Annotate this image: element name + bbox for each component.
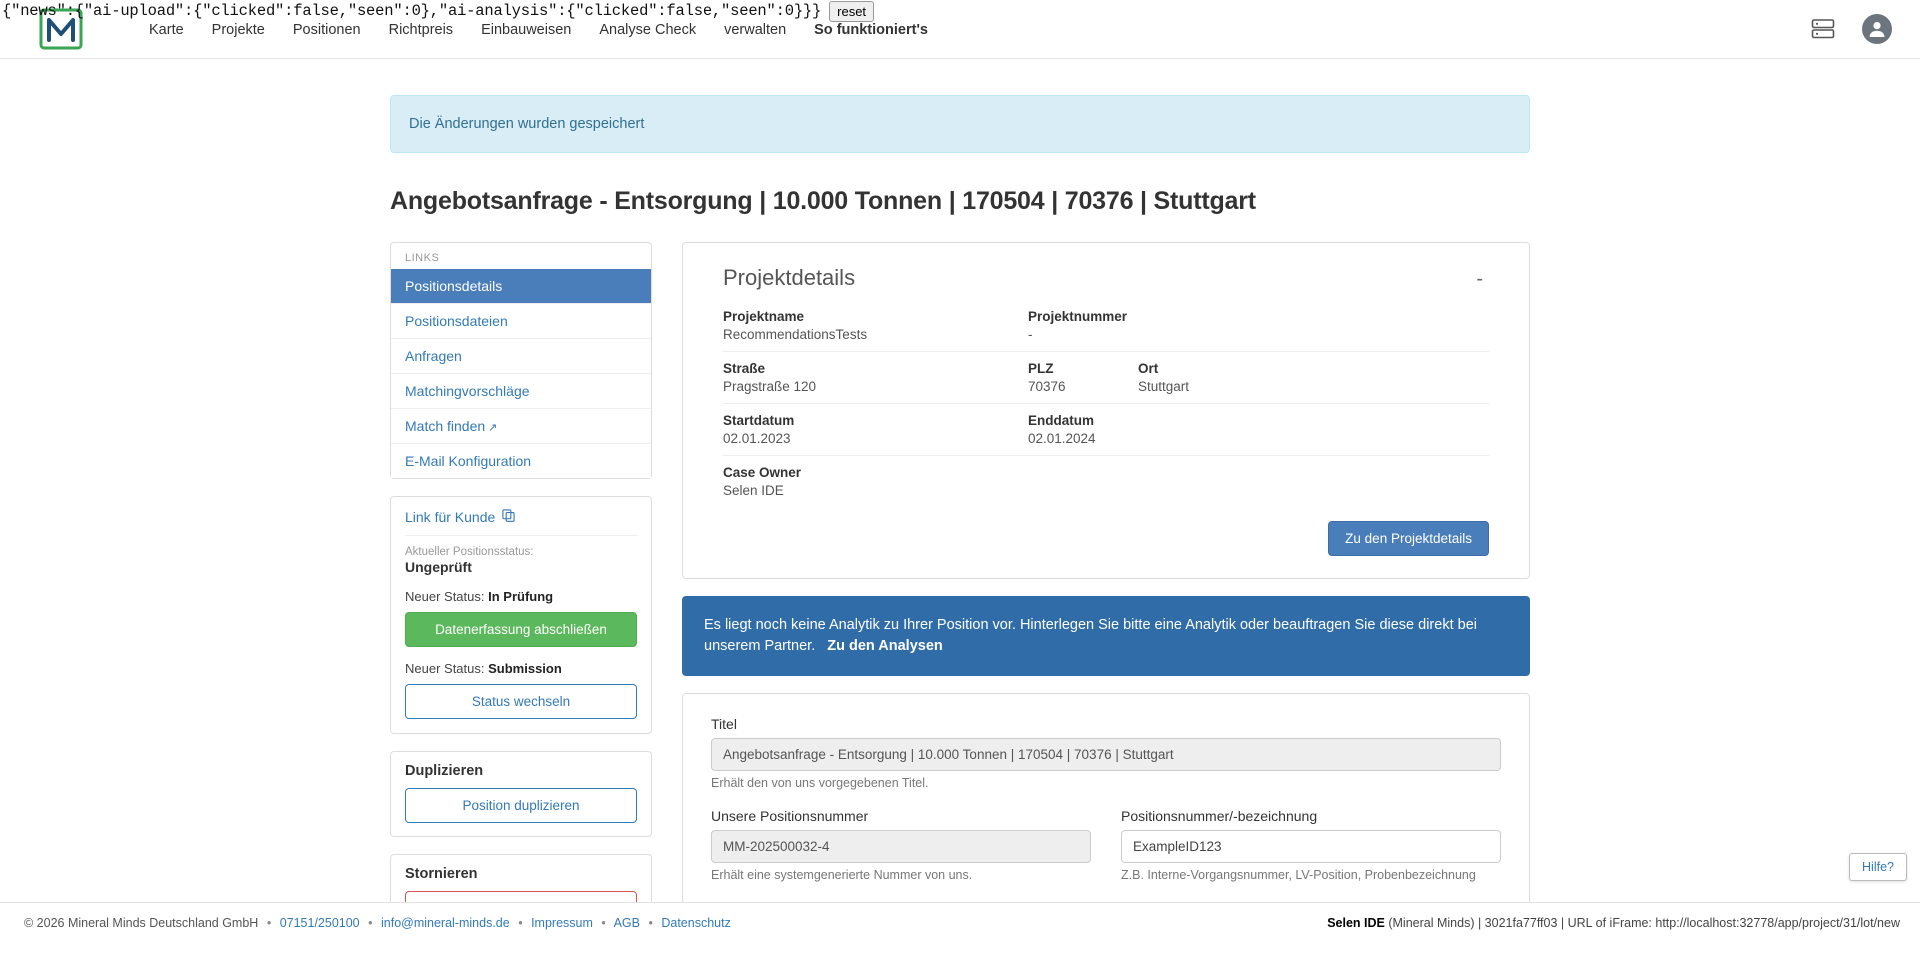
sidebar-item-label: Positionsdetails (405, 278, 503, 294)
title-field-group (711, 716, 1501, 790)
our-position-number-group (711, 808, 1091, 882)
footer-copyright: © 2026 Mineral Minds Deutschland GmbH (24, 916, 259, 930)
content-container (390, 59, 1530, 958)
sidebar-item-label: E-Mail Konfiguration (405, 453, 532, 469)
footer-datenschutz-link[interactable]: Datenschutz (661, 916, 731, 930)
save-success-alert: Die Änderungen wurden gespeichert (390, 95, 1530, 153)
position-form-card (682, 693, 1530, 921)
footer-phone-link[interactable]: 07151/250100 (279, 916, 360, 930)
footer-separator: • (266, 916, 272, 930)
detail-label: Straße (723, 361, 766, 376)
links-panel (390, 242, 652, 479)
new-status-label-1: Neuer Status: (405, 589, 485, 604)
customer-link-label: Link für Kunde (405, 509, 496, 525)
detail-cell (1028, 361, 1138, 394)
detail-label: Startdatum (723, 413, 795, 428)
position-number-input[interactable] (1121, 830, 1501, 863)
detail-value: 02.01.2023 (723, 431, 791, 446)
footer-user-name: Selen IDE (1327, 916, 1385, 930)
sidebar-link-list (391, 269, 651, 478)
footer-separator: • (368, 916, 373, 930)
nav-item-karte[interactable]: Karte (149, 22, 184, 38)
footer-agb-link[interactable]: AGB (613, 916, 640, 930)
sidebar-item-matchingvorschlaege[interactable] (391, 373, 651, 408)
detail-value: Pragstraße 120 (723, 379, 817, 394)
footer-separator: • (518, 916, 523, 930)
detail-row (723, 351, 1489, 403)
status-panel (390, 496, 652, 734)
server-icon[interactable] (1806, 12, 1840, 46)
project-details-grid (723, 309, 1489, 507)
detail-value: 02.01.2024 (1028, 431, 1096, 446)
footer-separator: • (648, 916, 653, 930)
go-to-analyses-link[interactable]: Zu den Analysen (827, 638, 943, 655)
nav-item-verwalten[interactable]: verwalten (724, 22, 787, 38)
footer-separator: • (601, 916, 606, 930)
page-body (0, 59, 1920, 902)
new-status-label-2: Neuer Status: (405, 661, 485, 676)
avatar[interactable] (1862, 14, 1892, 44)
our-position-number-help: Erhält eine systemgenerierte Nummer von uns. (711, 868, 973, 883)
title-input[interactable] (711, 738, 1501, 771)
footer-impressum-link[interactable]: Impressum (531, 916, 593, 930)
detail-cell (1028, 413, 1489, 446)
sidebar (390, 242, 652, 958)
footer-left (24, 916, 731, 930)
detail-cell (723, 309, 1028, 342)
no-analytics-alert (682, 596, 1530, 676)
detail-label: Projektnummer (1028, 309, 1128, 324)
no-analytics-text: Es liegt noch keine Analytik zu Ihrer Position vor. Hinterlegen Sie bitte eine Analytik oder beauftragen Sie diese direkt bei unserem Partner. (704, 617, 1477, 655)
nav-item-richtpreis[interactable]: Richtpreis (388, 22, 454, 38)
detail-label: Projektname (723, 309, 805, 324)
project-details-card (682, 242, 1530, 579)
nav-item-so-funktionierts[interactable]: So funktioniert's (814, 22, 928, 38)
title-label: Titel (711, 716, 737, 733)
detail-cell (1028, 309, 1489, 342)
footer-email-link[interactable]: info@mineral-minds.de (381, 916, 510, 930)
debug-json-state: {"news":{"ai-upload":{"clicked":false,"seen":0},"ai-analysis":{"clicked":false,"seen":0}}} (2, 2, 822, 20)
nav-item-einbauweisen[interactable]: Einbauweisen (481, 22, 572, 38)
two-column-layout (390, 242, 1530, 958)
position-number-label: Positionsnummer/-bezeichnung (1121, 808, 1318, 825)
copy-icon[interactable] (502, 509, 515, 525)
detail-value: Selen IDE (723, 483, 784, 498)
sidebar-item-positionsdateien[interactable] (391, 303, 651, 338)
footer-session-info: (Mineral Minds) | 3021fa77ff03 | URL of iFrame: http://localhost:32778/app/project/31/lot/new (1388, 916, 1900, 930)
sidebar-item-label: Matchingvorschläge (405, 383, 530, 399)
reset-button[interactable]: reset (829, 1, 874, 22)
new-status-value-2: Submission (488, 661, 562, 676)
brand-logo-icon[interactable] (40, 8, 82, 50)
detail-label: Enddatum (1028, 413, 1094, 428)
detail-row (723, 403, 1489, 455)
detail-label: PLZ (1028, 361, 1054, 376)
new-status-value-1: In Prüfung (488, 589, 554, 604)
footer-right (1327, 916, 1900, 930)
detail-cell (723, 361, 1028, 394)
page-footer (0, 902, 1920, 943)
detail-value: Stuttgart (1138, 379, 1190, 394)
detail-label: Case Owner (723, 465, 802, 480)
top-navigation-bar (0, 0, 1920, 59)
detail-row (723, 455, 1489, 507)
nav-right-actions (1806, 12, 1892, 46)
detail-label: Ort (1138, 361, 1159, 376)
sidebar-item-label: Positionsdateien (405, 313, 508, 329)
nav-item-projekte[interactable]: Projekte (211, 22, 265, 38)
duplicate-panel (390, 751, 652, 837)
sidebar-item-label: Match finden (405, 418, 486, 434)
duplicate-position-button[interactable]: Position duplizieren (405, 788, 637, 823)
change-status-button[interactable]: Status wechseln (405, 684, 637, 719)
position-number-help: Z.B. Interne-Vorgangsnummer, LV-Position, Probenbezeichnung (1121, 868, 1476, 883)
detail-value: 70376 (1028, 379, 1066, 394)
numbers-row (711, 808, 1501, 900)
links-panel-label: LINKS (405, 252, 440, 264)
collapse-toggle-icon[interactable]: - (1476, 268, 1483, 290)
detail-value: - (1028, 327, 1033, 342)
sidebar-item-label: Anfragen (405, 348, 462, 364)
detail-cell (723, 413, 1028, 446)
nav-links (135, 18, 942, 42)
help-tab-button[interactable]: Hilfe? (1849, 853, 1907, 881)
detail-cell (1138, 361, 1489, 394)
sidebar-item-match-finden[interactable] (391, 408, 651, 443)
detail-cell (723, 465, 1028, 498)
sidebar-item-email-konfiguration[interactable] (391, 443, 651, 478)
project-details-title: Projektdetails (723, 265, 856, 290)
our-position-number-label: Unsere Positionsnummer (711, 808, 869, 825)
external-link-icon: ↗ (488, 422, 498, 434)
page-title: Angebotsanfrage - Entsorgung | 10.000 Tonnen | 170504 | 70376 | Stuttgart (390, 187, 1256, 215)
sidebar-item-anfragen[interactable] (391, 338, 651, 373)
sidebar-item-positionsdetails[interactable] (391, 269, 651, 303)
position-number-group (1121, 808, 1501, 882)
new-status-line-2 (405, 661, 637, 676)
our-position-number-input[interactable] (711, 830, 1091, 863)
current-status-value: Ungeprüft (405, 559, 472, 575)
main-content (682, 242, 1530, 921)
nav-item-positionen[interactable]: Positionen (292, 22, 361, 38)
new-status-line-1 (405, 589, 637, 604)
customer-link-row[interactable] (405, 509, 637, 536)
title-help-text: Erhält den von uns vorgegebenen Titel. (711, 776, 929, 791)
detail-row (723, 309, 1489, 351)
current-status-label: Aktueller Positionsstatus: (405, 546, 534, 558)
nav-item-analyse-check[interactable]: Analyse Check (599, 22, 697, 38)
finish-data-entry-button[interactable]: Datenerfassung abschließen (405, 612, 637, 647)
go-to-project-details-button[interactable]: Zu den Projektdetails (1328, 521, 1489, 556)
cancel-panel-title: Stornieren (405, 866, 478, 882)
detail-value: RecommendationsTests (723, 327, 868, 342)
duplicate-panel-title: Duplizieren (405, 763, 484, 779)
